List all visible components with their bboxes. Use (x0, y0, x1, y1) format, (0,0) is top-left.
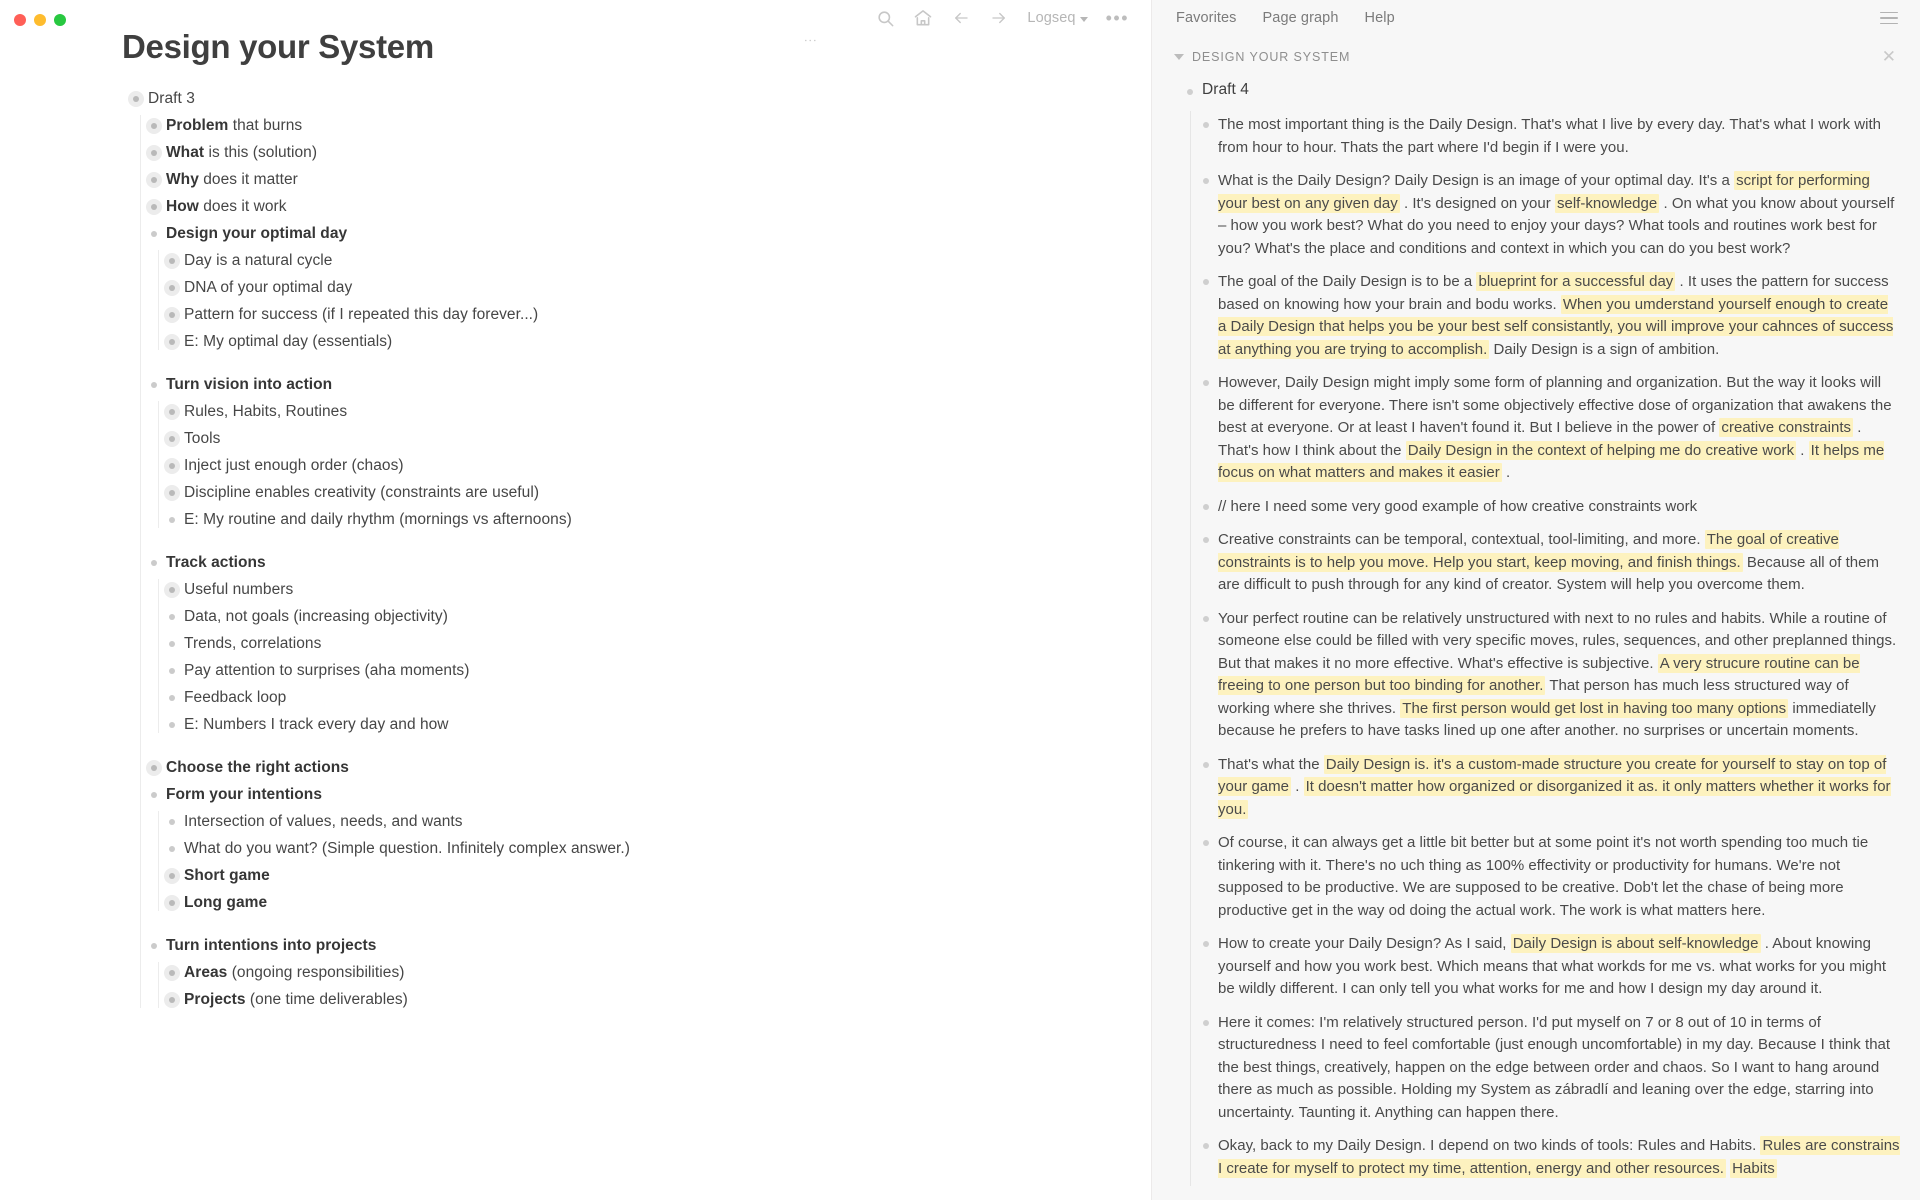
collapsed-bullet-icon[interactable] (164, 963, 180, 982)
outline-item-label: Turn intentions into projects (166, 937, 377, 954)
sidebar-navbar (1152, 0, 1920, 36)
bullet-icon[interactable] (1182, 81, 1198, 103)
bullet-icon[interactable] (164, 812, 180, 831)
highlighted-text: blueprint for a successful day (1478, 273, 1674, 290)
outline-item-row[interactable] (164, 248, 942, 275)
bullet-icon[interactable] (1198, 1012, 1214, 1034)
right-sidebar (1152, 0, 1920, 1200)
outline-item (164, 712, 942, 739)
sidebar-paragraph-text: // here I need some very good example of how creative constraints work (1218, 497, 1698, 515)
outline-item-label: Pay attention to surprises (aha moments) (184, 662, 470, 679)
outline-item-row[interactable] (164, 631, 942, 658)
outline-sublist (164, 809, 942, 917)
highlighted-text: creative constraints (1721, 419, 1852, 436)
collapsed-bullet-icon[interactable] (164, 456, 180, 475)
bullet-icon[interactable] (146, 936, 162, 955)
outline-item (146, 167, 942, 194)
outline-item-row[interactable] (146, 140, 942, 167)
sidebar-paragraph-text: Your perfect routine can be relatively unstructured with next to no rules and habits. While a routine of someone else could be filled with very specific moves, rules, sequences, and other preplanned things. But that makes it no more effective. What's effective is subjective. A very strucure routine can be freeing to one person but too binding for another. That person has much less structured way of working where she thrives. The first person would get lost in having too many options immediatelly because he prefers to have tasks lined up one after another. no surprises or uncertain moments. (1218, 609, 1897, 739)
sidebar-paragraph-text: The most important thing is the Daily Design. That's what I live by every day. That's what I work with from hour to hour. Thats the part where I'd begin if I were you. (1218, 116, 1882, 156)
arrow-right-icon[interactable] (989, 5, 1009, 31)
sidebar-paragraph-row[interactable] (1198, 524, 1900, 603)
highlighted-text: It helps me focus on what matters and makes it easier (1218, 441, 1885, 481)
more-options-button[interactable]: ••• (1105, 8, 1129, 28)
outline-item-row[interactable] (146, 113, 942, 140)
highlighted-text: Daily Design is. it's a custom-made structure you create for yourself to stay on top of your game (1218, 755, 1887, 795)
bullet-icon[interactable] (1198, 114, 1214, 136)
highlighted-text: script for performing your best on any given day (1218, 172, 1870, 212)
outline-item (146, 755, 942, 782)
bullet-icon[interactable] (146, 224, 162, 243)
sidebar-paragraph-list (1198, 109, 1900, 1186)
outline-spacer (146, 739, 942, 755)
outline-item (164, 302, 942, 329)
repo-label: Logseq (1027, 10, 1076, 26)
sidebar-paragraph-row[interactable] (1198, 827, 1900, 928)
bullet-icon[interactable] (1198, 271, 1214, 293)
bullet-icon[interactable] (164, 634, 180, 653)
outline-item-label: Pattern for success (if I repeated this day forever...) (184, 306, 539, 323)
sidebar-paragraph-text: Of course, it can always get a little bit better but at some point it's not worth spending too much tie tinkering with it. There's no uch thing as 100% effectivity or productivity for humans. We're not supposed to be productive. We are supposed to be creative. Dob't let the chase of being more productive get in the way od doing the actual work. The work is what matters here. (1218, 834, 1869, 919)
bullet-icon[interactable] (1198, 529, 1214, 551)
outline-item-label: Choose the right actions (166, 759, 349, 776)
highlighted-text: The first person would get lost in having too many options (1402, 699, 1787, 717)
outline-item-label: E: My optimal day (essentials) (184, 333, 393, 350)
outline-tree (122, 86, 942, 1014)
sidebar-paragraph-row[interactable] (1198, 1130, 1900, 1186)
hamburger-icon[interactable] (1880, 12, 1898, 25)
outline-item (164, 329, 942, 356)
outline-item (146, 194, 942, 221)
outline-item-row[interactable] (164, 809, 942, 836)
highlighted-text: A very strucure routine can be freeing to one person but too binding for another. (1218, 654, 1860, 694)
outline-item (164, 890, 942, 917)
outline-item-row[interactable] (164, 507, 942, 534)
sidebar-paragraph-row[interactable] (1198, 1007, 1900, 1131)
repo-selector-button[interactable] (1027, 10, 1087, 26)
collapsed-bullet-icon[interactable] (164, 990, 180, 1009)
outline-item-row[interactable] (164, 685, 942, 712)
collapsed-bullet-icon[interactable] (164, 580, 180, 599)
collapsed-bullet-icon[interactable] (146, 143, 162, 162)
outline-item (164, 863, 942, 890)
sidebar-section-header (1152, 36, 1920, 70)
sidebar-section-title: DESIGN YOUR SYSTEM (1192, 50, 1351, 64)
outline-item-row[interactable] (146, 550, 942, 577)
sidebar-paragraph-text: The goal of the Daily Design is to be a blueprint for a successful day . It uses the pattern for success based on knowing how your brain and bodu works. When you umderstand yourself enough to create a Daily Design that helps you be your best self consistantly, you will improve your cahnces of success at anything you are trying to accomplish. Daily Design is a sign of ambition. (1218, 273, 1894, 358)
collapsed-bullet-icon[interactable] (164, 305, 180, 324)
outline-item-label: Discipline enables creativity (constraints are useful) (184, 484, 540, 501)
outline-sublist (164, 960, 942, 1014)
outline-item-label: DNA of your optimal day (184, 279, 353, 296)
outline-item-row[interactable] (164, 712, 942, 739)
outline-item (164, 685, 942, 712)
outline-item (164, 631, 942, 658)
bullet-icon[interactable] (164, 688, 180, 707)
outline-item-label: Useful numbers (184, 581, 294, 598)
outline-item (146, 782, 942, 917)
highlighted-text: Daily Design is about self-knowledge (1512, 935, 1759, 952)
bullet-icon[interactable] (146, 785, 162, 804)
sidebar-paragraph-row[interactable] (1198, 165, 1900, 266)
outline-item-row[interactable] (164, 658, 942, 685)
outline-item (164, 399, 942, 426)
outline-item-row[interactable] (164, 863, 942, 890)
sidebar-paragraph-text: What is the Daily Design? Daily Design is an image of your optimal day. It's a script for performing your best on any given day . It's designed on your self-knowledge . On what you know about yourself – how you work best? What do you need to enjoy your days? What tools and routines work best for you? What's the place and conditions and context in which you can do you best work? (1218, 172, 1895, 257)
outline-item-row[interactable] (146, 755, 942, 782)
outline-item-row[interactable] (164, 302, 942, 329)
outline-item-row[interactable] (164, 480, 942, 507)
sidebar-paragraph-row[interactable] (1198, 603, 1900, 749)
collapsed-bullet-icon[interactable] (164, 332, 180, 351)
outline-item (164, 453, 942, 480)
outline-item (164, 809, 942, 836)
outline-item-label: Feedback loop (184, 689, 287, 706)
outline-spacer (146, 534, 942, 550)
outline-item-row[interactable] (164, 399, 942, 426)
outline-item-row[interactable] (146, 372, 942, 399)
outline-item-label: How does it work (166, 198, 287, 215)
collapsed-bullet-icon[interactable] (146, 197, 162, 216)
outline-item-label: Long game (184, 894, 268, 911)
outline-item-label: Turn vision into action (166, 376, 333, 393)
collapsed-bullet-icon[interactable] (164, 429, 180, 448)
outline-item (164, 987, 942, 1014)
outline-item-label: Short game (184, 867, 270, 884)
sidebar-paragraph-row[interactable] (1198, 266, 1900, 367)
outline-item (146, 221, 942, 356)
collapsed-bullet-icon[interactable] (146, 758, 162, 777)
sidebar-paragraph-row[interactable] (1198, 491, 1900, 525)
outline-sublist (146, 113, 942, 1014)
outline-item-label: Draft 3 (148, 90, 195, 107)
outline-item (146, 933, 942, 1014)
outline-item-row[interactable] (128, 86, 942, 113)
sidebar-paragraph-row[interactable] (1198, 749, 1900, 828)
bullet-icon[interactable] (1198, 496, 1214, 518)
sidebar-content (1152, 70, 1920, 1186)
outline-item-label: Form your intentions (166, 786, 322, 803)
outline-item-label: Trends, correlations (184, 635, 322, 652)
bullet-icon[interactable] (164, 839, 180, 858)
sidebar-paragraph-row[interactable] (1198, 367, 1900, 491)
outline-item (146, 140, 942, 167)
triangle-down-icon[interactable] (1174, 54, 1184, 60)
outline-item-row[interactable] (164, 960, 942, 987)
collapsed-bullet-icon[interactable] (164, 866, 180, 885)
highlighted-text: It doesn't matter how organized or disorganized it as. it only matters whether it works for you. (1218, 778, 1891, 818)
outline-item-row[interactable] (164, 836, 942, 863)
outline-item-row[interactable] (164, 275, 942, 302)
outline-item-row[interactable] (164, 987, 942, 1014)
outline-sublist (164, 577, 942, 739)
sidebar-root-row (1182, 76, 1900, 109)
sidebar-paragraph-text: Creative constraints can be temporal, contextual, tool-limiting, and more. The goal of creative constraints is to help you move. Help you start, keep moving, and finish things. Because all of them are difficult to push through for any kind of creator. System will help you overcome them. (1218, 531, 1880, 593)
page-title: Design your System (122, 28, 434, 65)
outline-item-label: E: Numbers I track every day and how (184, 716, 449, 733)
collapsed-bullet-icon[interactable] (146, 170, 162, 189)
outline-item-label: Design your optimal day (166, 225, 348, 242)
outline-item (164, 480, 942, 507)
sidebar-paragraph-text: However, Daily Design might imply some form of planning and organization. But the way it looks will be different for everyone. There isn't some objectively effective dose of organization that awakens the best at everyone. Or at least I haven't found it. But I believe in the power of creative constraints . That's how I think about the Daily Design in the context of helping me do creative work . It helps me focus on what matters and makes it easier . (1218, 374, 1892, 481)
highlighted-text: Daily Design in the context of helping me do creative work (1407, 441, 1795, 459)
outline-sublist (164, 399, 942, 534)
outline-item (164, 507, 942, 534)
outline-item-label: Rules, Habits, Routines (184, 403, 348, 420)
sidebar-nav-favorites[interactable]: Favorites (1176, 10, 1237, 26)
outline-item-label: What do you want? (Simple question. Infinitely complex answer.) (184, 840, 630, 857)
bullet-icon[interactable] (1198, 170, 1214, 192)
bullet-icon[interactable] (164, 715, 180, 734)
collapsed-bullet-icon[interactable] (146, 116, 162, 135)
bullet-icon[interactable] (1198, 1135, 1214, 1157)
bullet-icon[interactable] (1198, 372, 1214, 394)
bullet-icon[interactable] (164, 661, 180, 680)
outline-item-row[interactable] (164, 577, 942, 604)
outline-item-label: Projects (one time deliverables) (184, 991, 408, 1008)
outline-item-label: Why does it matter (166, 171, 298, 188)
outline-item-row[interactable] (146, 221, 942, 248)
sidebar-paragraph-text: Okay, back to my Daily Design. I depend on two kinds of tools: Rules and Habits. Rules are constrains I create for myself to protect my time, attention, energy and other resources. Habits (1218, 1137, 1900, 1177)
outline-item-row[interactable] (146, 782, 942, 809)
outline-item (164, 960, 942, 987)
outline-item (164, 658, 942, 685)
outline-item-row[interactable] (164, 426, 942, 453)
collapsed-bullet-icon[interactable] (164, 278, 180, 297)
sidebar-paragraph-row[interactable] (1198, 109, 1900, 165)
bullet-icon[interactable] (164, 510, 180, 529)
highlighted-text: self-knowledge (1556, 194, 1658, 212)
outline-item-label: Day is a natural cycle (184, 252, 333, 269)
outline-item-row[interactable] (164, 890, 942, 917)
outline-item (164, 426, 942, 453)
outline-item-label: E: My routine and daily rhythm (mornings vs afternoons) (184, 511, 572, 528)
outline-item (164, 836, 942, 863)
bullet-icon[interactable] (164, 607, 180, 626)
sidebar-paragraph-text: How to create your Daily Design? As I said, Daily Design is about self-knowledge . About knowing yourself and how you work best. Which means that what workds for me vs. what works for you might be wildly different. I can only tell you what works for me and how I design my day around it. (1218, 935, 1887, 997)
outline-item-row[interactable] (146, 194, 942, 221)
outline-item-row[interactable] (164, 453, 942, 480)
sidebar-root-label: Draft 4 (1202, 81, 1249, 98)
sidebar-paragraph-text: Here it comes: I'm relatively structured person. I'd put myself on 7 or 8 out of 10 in terms of structuredness I need to feel comfortable (just enough uncomfortable) in my day. Because I think that the best things, creatively, happen on the edge between order and chaos. So I want to hang around there as much as possible. Holding my System as zábradlí and leaning over the edge, starring into uncertainty. Taunting it. Anything can happen there. (1218, 1013, 1891, 1121)
outline-item-label: Problem that burns (166, 117, 303, 134)
outline-item (146, 372, 942, 534)
collapsed-bullet-icon[interactable] (128, 89, 144, 108)
outline-item-row[interactable] (146, 167, 942, 194)
collapsed-bullet-icon[interactable] (164, 402, 180, 421)
collapsed-bullet-icon[interactable] (164, 251, 180, 270)
collapsed-bullet-icon[interactable] (164, 483, 180, 502)
outline-item-label: Inject just enough order (chaos) (184, 457, 404, 474)
outline-item (146, 113, 942, 140)
outline-item-row[interactable] (164, 604, 942, 631)
outline-sublist (164, 248, 942, 356)
highlighted-text: The goal of creative constraints is to help you move. Help you start, keep moving, and finish things. (1218, 531, 1839, 571)
outline-item-label: Intersection of values, needs, and wants (184, 813, 463, 830)
chevron-down-icon (1080, 17, 1088, 22)
outline-item-row[interactable] (146, 933, 942, 960)
outline-item-label: Areas (ongoing responsibilities) (184, 964, 405, 981)
bullet-icon[interactable] (1198, 933, 1214, 955)
highlighted-text: Habits (1732, 1159, 1775, 1177)
outline-item-row[interactable] (164, 329, 942, 356)
outline-item-label: Track actions (166, 554, 266, 571)
outline-item-label: What is this (solution) (166, 144, 318, 161)
highlighted-text: When you umderstand yourself enough to create a Daily Design that helps you be your best self consistantly, you will improve your cahnces of success at anything you are trying to accomplish. (1218, 295, 1894, 358)
outline-item-label: Tools (184, 430, 221, 447)
outline-item (164, 248, 942, 275)
outline-item (146, 550, 942, 739)
sidebar-nav-help[interactable]: Help (1364, 10, 1395, 26)
sidebar-paragraph-text: That's what the Daily Design is. it's a custom-made structure you create for yourself to stay on top of your game . It doesn't matter how organized or disorganized it as. it only matters whether it works for you. (1218, 755, 1891, 818)
outline-spacer (146, 356, 942, 372)
outline-item (164, 275, 942, 302)
outline-item (164, 577, 942, 604)
outline-item (164, 604, 942, 631)
outline-item-label: Data, not goals (increasing objectivity) (184, 608, 448, 625)
arrow-left-icon[interactable] (951, 5, 971, 31)
pane-drag-handle[interactable]: ⋮ (803, 34, 818, 47)
highlighted-text: Rules are constrains I create for myself to protect my time, attention, energy and other resources. (1218, 1137, 1900, 1177)
outline-item (128, 86, 942, 1014)
bullet-icon[interactable] (1198, 608, 1214, 630)
sidebar-nav-page-graph[interactable]: Page graph (1262, 10, 1339, 26)
bullet-icon[interactable] (1198, 754, 1214, 776)
bullet-icon[interactable] (146, 553, 162, 572)
sidebar-paragraph-row[interactable] (1198, 928, 1900, 1007)
bullet-icon[interactable] (146, 375, 162, 394)
close-icon[interactable]: ✕ (1881, 47, 1896, 66)
outline-spacer (146, 917, 942, 933)
outline-root (128, 86, 942, 1014)
bullet-icon[interactable] (1198, 832, 1214, 854)
collapsed-bullet-icon[interactable] (164, 893, 180, 912)
document-body (122, 28, 942, 1014)
